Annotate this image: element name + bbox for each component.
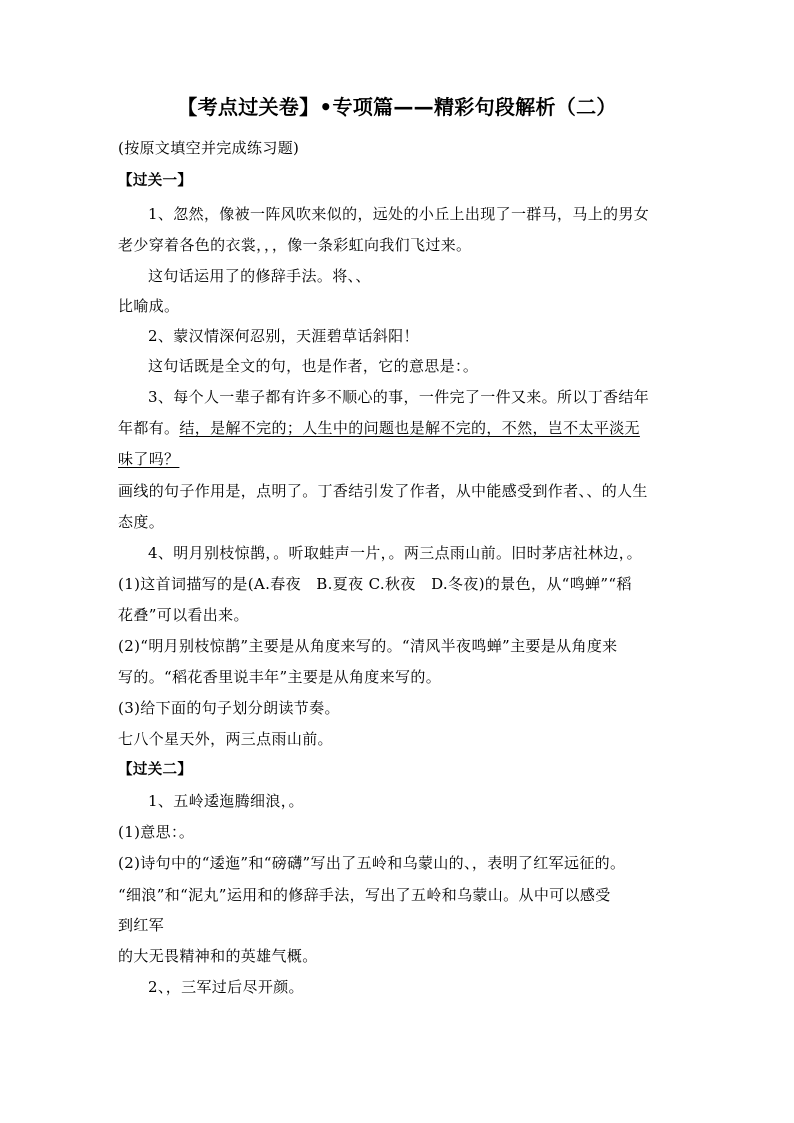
question-2-text: 2、蒙汉情深何忍别，天涯碧草话斜阳！ [148, 327, 419, 345]
question-3-text-cont [118, 418, 640, 438]
section2-question-1-text: 1、五岭逶迤腾细浪，。 [148, 792, 304, 810]
question-4-sub-2: (2)“明月别枝惊鹊”主要是从角度来写的。“清风半夜鸣蝉”主要是从角度来 [118, 637, 618, 655]
section2-question-1-sub-2-cont3: 的大无畏精神和的英雄气概。 [118, 947, 318, 965]
question-4-sub-2-cont: 写的。“稻花香里说丰年”主要是从角度来写的。 [118, 668, 442, 686]
question-1-text-cont: 老少穿着各色的衣裳，，，像一条彩虹向我们飞过来。 [118, 236, 472, 254]
section2-question-1-sub-2-cont: “细浪”和“泥丸”运用和的修辞手法，写出了五岭和乌蒙山。从中可以感受 [118, 886, 611, 904]
instruction-text: (按原文填空并完成练习题) [118, 139, 300, 157]
question-3-prompt: 画线的句子作用是，点明了。丁香结引发了作者，从中能感受到作者、、的人生 [118, 482, 648, 500]
section2-question-1-sub-2-cont2: 到红军 [118, 916, 165, 934]
question-4-sub-3: (3)给下面的句子划分朗读节奏。 [118, 699, 340, 717]
question-2-prompt: 这句话既是全文的句，也是作者，它的意思是：。 [148, 357, 479, 375]
question-3-underlined-sentence: 结，是解不完的；人生中的问题也是解不完的，不然，岂不太平淡无 [179, 419, 640, 437]
question-1-text: 1、忽然，像被一阵风吹来似的，远处的小丘上出现了一群马，马上的男女 [148, 205, 650, 223]
section2-question-1-sub-2: (2)诗句中的“逶迤”和“磅礴”写出了五岭和乌蒙山的、，表明了红军远征的。 [118, 854, 626, 872]
question-3-plain: 年都有。 [118, 419, 180, 437]
section-heading-2: 【过关二】 [118, 762, 193, 778]
question-1-prompt-cont: 比喻成。 [118, 297, 180, 315]
question-4-sub-3-verse: 七八个星天外，两三点雨山前。 [118, 730, 333, 748]
page-title: 【考点过关卷】•专项篇——精彩句段解析（二） [177, 95, 617, 119]
question-3-text: 3、每个人一辈子都有许多不顺心的事，一件完了一件又来。所以丁香结年 [148, 388, 650, 406]
question-4-poem: 4、明月别枝惊鹊，。听取蛙声一片，。两三点雨山前。旧时茅店社林边，。 [148, 544, 642, 562]
section2-question-1-sub-1: (1)意思：。 [118, 823, 195, 841]
section-heading-1: 【过关一】 [118, 173, 193, 189]
question-3-text-cont2 [118, 449, 179, 469]
question-1-prompt: 这句话运用了的修辞手法。将、、 [148, 267, 371, 285]
question-4-sub-1-cont: 花叠”可以看出来。 [118, 606, 249, 624]
question-3-prompt-cont: 态度。 [118, 513, 165, 531]
question-3-underlined-sentence-end: 味了吗？ [118, 450, 180, 468]
question-4-sub-1: (1)这首词描写的是(A.春夜 B.夏夜 C.秋夜 D.冬夜)的景色，从“鸣蝉”“稻 [118, 575, 632, 593]
section2-question-2-text: 2、，三军过后尽开颜。 [148, 978, 304, 996]
